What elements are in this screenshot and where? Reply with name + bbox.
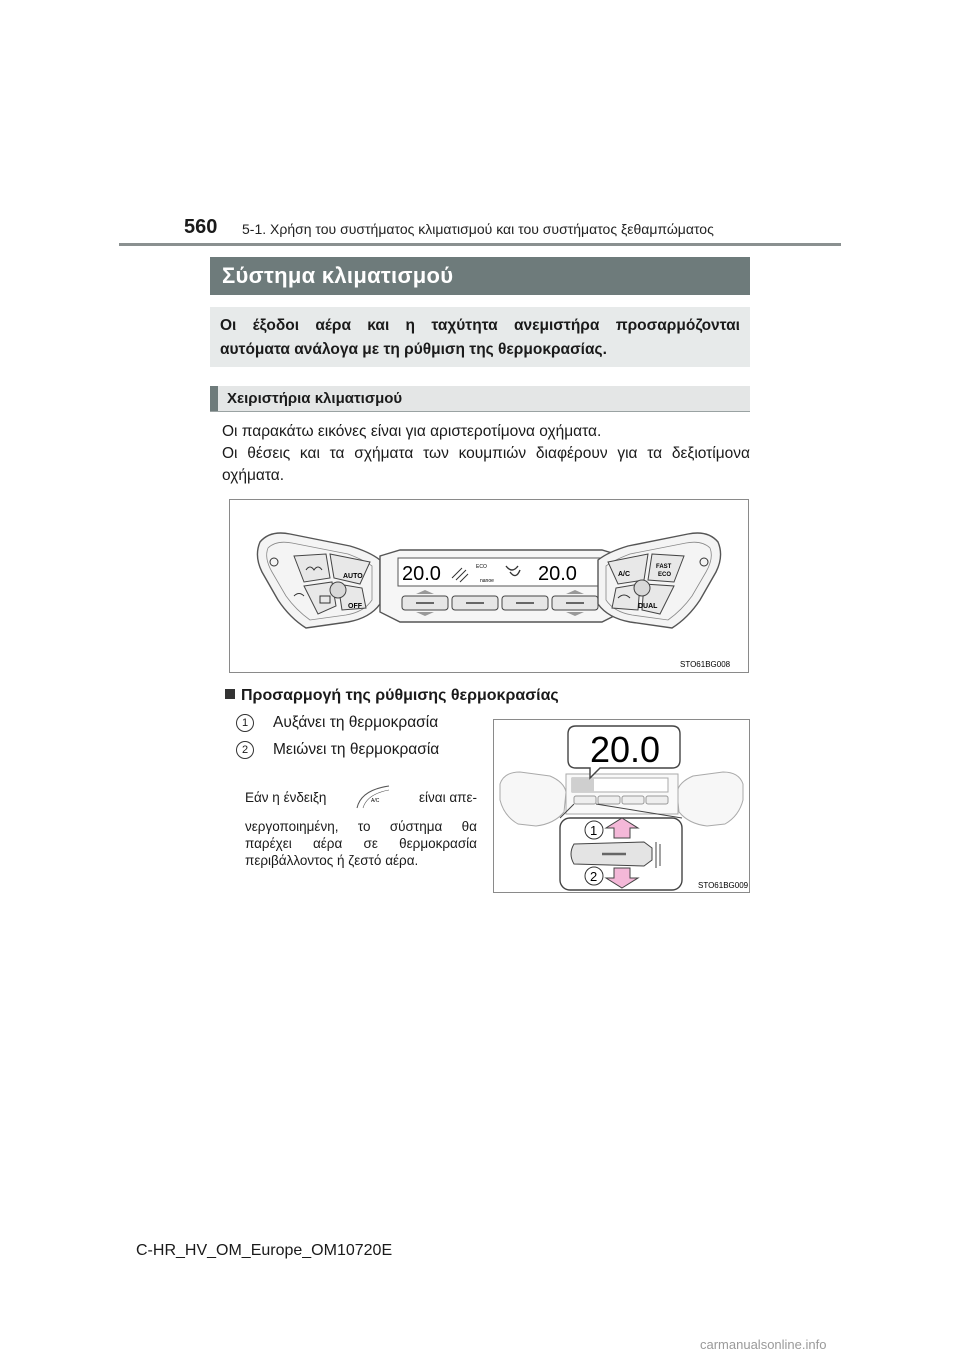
subsection-title: Χειριστήρια κλιματισμού [210,386,750,412]
climate-panel-figure [229,499,749,673]
bullet-square-icon [225,689,235,699]
display-eco-label: ECO [476,564,487,570]
header-divider [119,243,841,246]
auto-label: AUTO [343,573,363,580]
marker-2: 2 [590,869,598,884]
dual-label: DUAL [638,603,658,610]
item-2-text: Μειώνει τη θερμοκρασία [273,741,440,758]
note-text [245,782,477,869]
figure2-code: STO61BG009 [698,881,749,890]
temperature-heading-text: Προσαρμογή της ρύθμισης θερμοκρασίας [241,687,559,704]
ac-indicator-label: A/C [370,798,380,804]
right-temp-display: 20.0 [538,563,577,585]
temperature-switch-illustration [494,720,749,892]
figure1-code: STO61BG008 [680,660,731,669]
climate-panel-illustration [230,500,748,672]
note-line-1 [245,782,477,812]
item-1-text: Αυξάνει τη θερμοκρασία [273,714,439,731]
note-line-4: περιβάλλοντος ή ζεστό αέρα. [245,853,419,868]
fast-label: FAST [656,564,672,570]
item-2-number: 2 [236,741,254,759]
note-line-2: νεργοποιημένη, το σύστημα θα [245,819,477,834]
zoom-temp-display: 20.0 [590,729,661,770]
chapter-header: 5-1. Χρήση του συστήματος κλιματισμού και του συστήματος ξεθαμπώματος [242,221,714,237]
left-temp-display: 20.0 [402,563,441,585]
subsection-divider [210,411,750,412]
temperature-switch-figure [493,719,750,893]
ac-label: A/C [618,571,631,578]
page-number: 560 [184,216,218,238]
body-line-3: οχήματα. [222,467,285,484]
note-line-3: παρέχει αέρα σε θερμοκρασία [245,836,477,851]
note-after-text: είναι απε- [419,789,477,805]
intro-box [210,307,750,367]
watermark: carmanualsonline.info [700,1337,827,1352]
marker-1: 1 [590,823,598,838]
body-text [222,421,750,487]
off-label: OFF [348,603,362,610]
eco-label: ECO [658,572,672,578]
item-1-number: 1 [236,714,254,732]
temperature-heading [225,687,559,705]
body-line-1: Οι παρακάτω εικόνες είναι για αριστεροτίμονα οχήματα. [222,423,602,440]
footer-model-code: C-HR_HV_OM_Europe_OM10720E [136,1242,393,1259]
note-before-text: Εάν η ένδειξη [245,789,327,805]
intro-line-1: Οι έξοδοι αέρα και η ταχύτητα ανεμιστήρα προσαρμόζονται [220,317,740,334]
display-nanoe-label: nanoe [480,578,494,584]
intro-line-2: αυτόματα ανάλογα με τη ρύθμιση της θερμοκρασίας. [220,341,607,358]
section-title: Σύστημα κλιματισμού [210,257,750,295]
body-line-2: Οι θέσεις και τα σχήματα των κουμπιών διαφέρουν για τα δεξιοτίμονα [222,445,750,462]
ac-indicator-icon [353,784,393,810]
